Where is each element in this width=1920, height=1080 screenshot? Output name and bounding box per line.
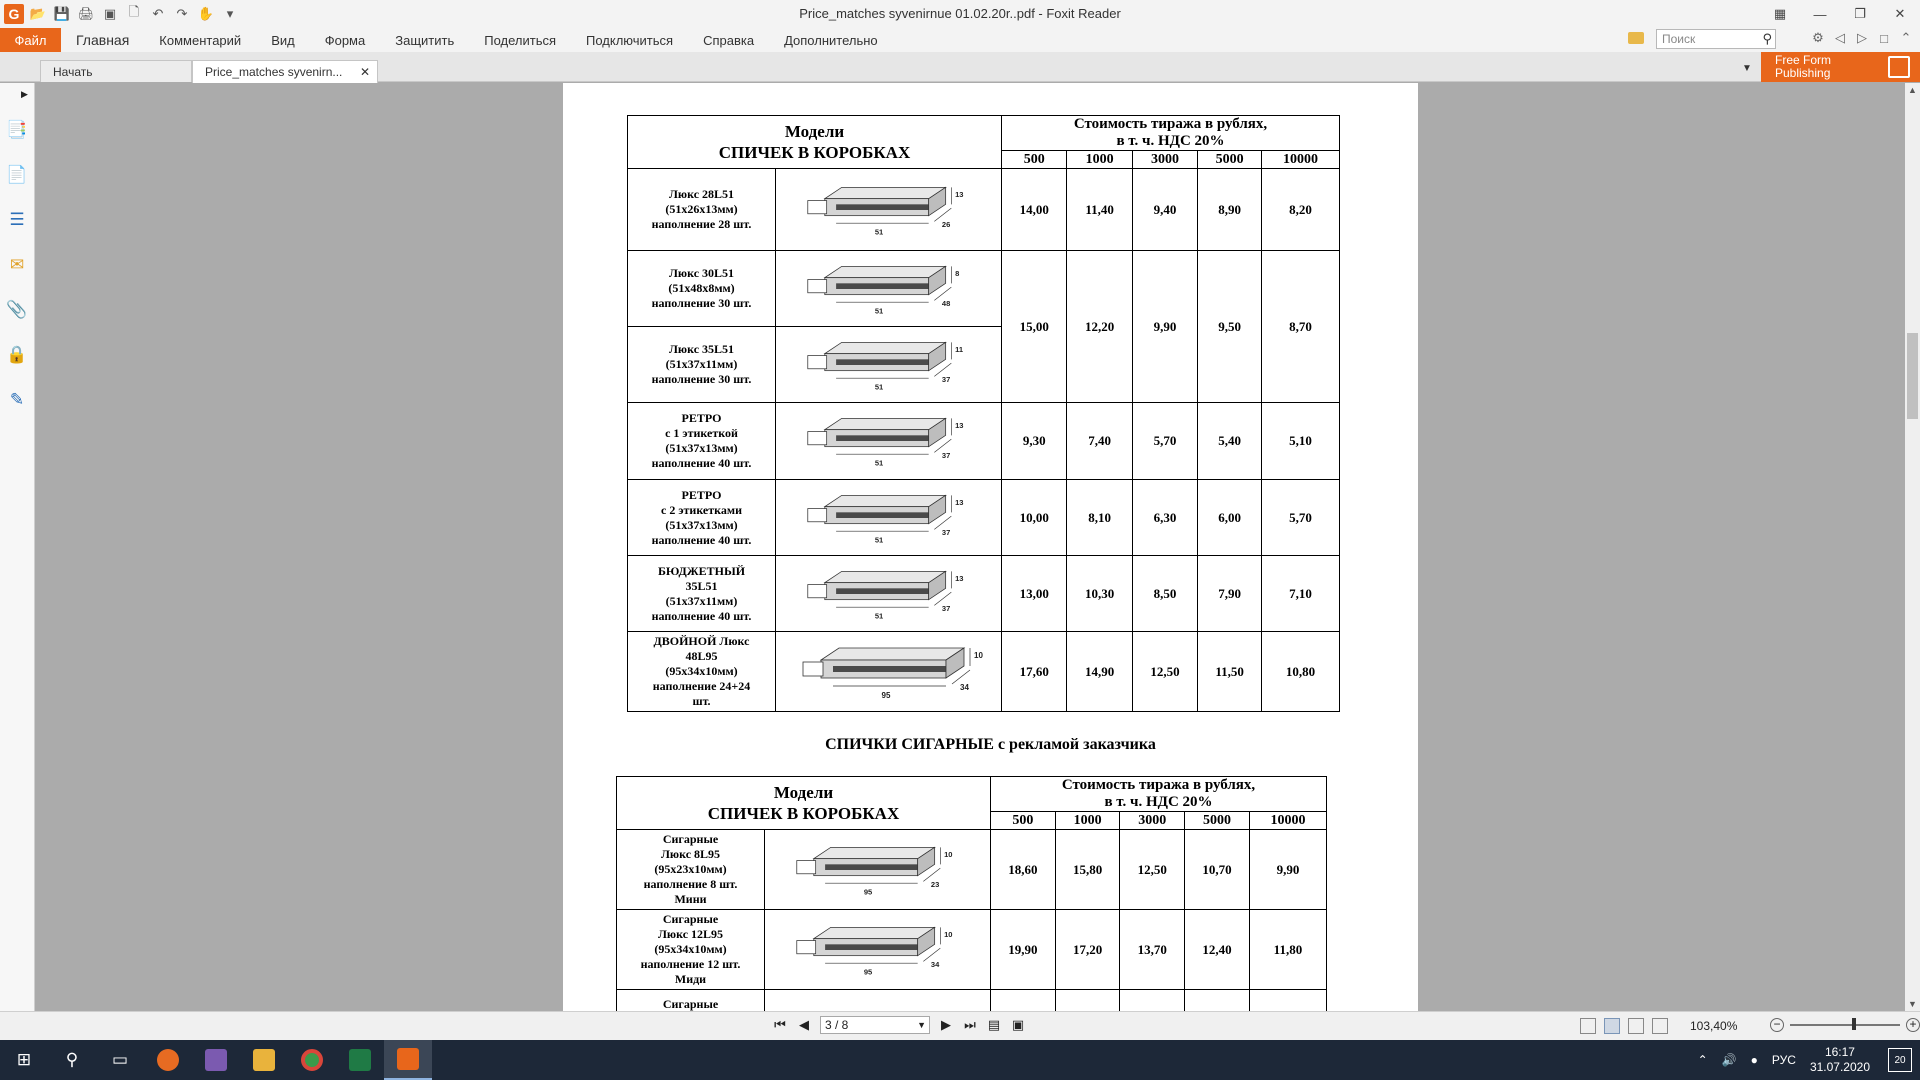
zoom-level[interactable]: 103,40%	[1690, 1019, 1738, 1033]
page-navigation	[772, 1016, 1026, 1034]
model-name-line: наполнение 12 шт.	[640, 957, 741, 971]
price-cell: 12,50	[1132, 632, 1197, 712]
menu-view[interactable]: Вид	[271, 32, 295, 48]
windows-taskbar	[0, 1040, 1920, 1080]
model-name-line: с 2 этикетками	[661, 502, 742, 517]
settings-icon[interactable]: ⚙	[1812, 30, 1824, 45]
model-name-cell	[628, 480, 776, 556]
price-cell: 6,30	[1132, 480, 1197, 556]
model-name-cell	[628, 632, 776, 712]
model-name-cell	[617, 910, 765, 990]
pdf-page	[563, 83, 1418, 1023]
tab-label: Price_matches syvenirn...	[205, 65, 343, 79]
scroll-thumb[interactable]	[1907, 333, 1918, 419]
price-cell: 8,20	[1262, 169, 1340, 251]
model-image-cell	[765, 910, 991, 990]
dimension-label: 95	[863, 967, 872, 977]
table-row	[628, 169, 1340, 251]
matchbox-diagram	[804, 564, 974, 624]
model-name-line: Люкс 28L51	[668, 187, 735, 201]
price-cell: 10,30	[1067, 556, 1132, 632]
dimension-label: 48	[941, 298, 950, 308]
dimension-label: 51	[874, 227, 883, 237]
quick-access-toolbar	[0, 0, 240, 28]
layers-icon[interactable]: ☰	[9, 210, 25, 229]
model-name-line: наполнение 8 шт.	[643, 877, 738, 891]
close-tab-icon[interactable]: ✕	[359, 65, 370, 79]
copy-page-icon[interactable]: ▣	[1011, 1017, 1025, 1032]
dimension-label: 37	[941, 374, 950, 384]
model-image-cell	[776, 556, 1002, 632]
price-cell: 12,50	[1120, 830, 1185, 910]
menu-help[interactable]: Справка	[703, 32, 755, 48]
tabs-dropdown-icon[interactable]: ▼	[1742, 63, 1752, 74]
model-name-line: (51x37x11мм)	[665, 593, 738, 608]
menu-connect[interactable]: Подключиться	[586, 32, 674, 48]
file-menu[interactable]: Файл	[0, 28, 61, 52]
model-name-line: БЮДЖЕТНЫЙ	[657, 563, 746, 578]
price-cell: 9,30	[1002, 403, 1067, 480]
matchbox-diagram	[804, 488, 974, 548]
dimension-label: 51	[874, 458, 883, 468]
dimension-label: 13	[954, 497, 964, 507]
dimension-label: 51	[874, 306, 883, 316]
model-name-line: Люкс 35L51	[668, 342, 735, 356]
dimension-label: 95	[863, 887, 872, 897]
zoom-track[interactable]	[1790, 1024, 1900, 1026]
page-indicator: 3 / 8	[825, 1018, 849, 1032]
print-icon[interactable]: 🖨	[77, 6, 95, 21]
model-image-cell	[776, 403, 1002, 480]
model-name-line: (51x48x8мм)	[668, 281, 735, 295]
title-bar	[0, 0, 1920, 28]
price-cell: 7,40	[1067, 403, 1132, 480]
model-name-line: (51x37x13мм)	[665, 441, 738, 455]
table-header-models: Модели СПИЧЕК В КОРОБКАХ	[628, 116, 1002, 169]
model-name-line: наполнение 40 шт.	[651, 456, 752, 470]
model-name-line: (51x37x11мм)	[665, 357, 738, 371]
price-cell: 17,60	[1002, 632, 1067, 712]
matchbox-diagram	[799, 642, 983, 702]
menu-protect[interactable]: Защитить	[395, 32, 455, 48]
table-row	[617, 830, 1327, 910]
model-name-line: Миди	[674, 972, 707, 986]
dimension-label: 37	[941, 603, 950, 613]
table-row	[617, 910, 1327, 990]
model-image-cell	[765, 830, 991, 910]
volume-icon[interactable]: 🔊	[1721, 1053, 1737, 1067]
pages-icon[interactable]: 📄	[6, 165, 28, 184]
dimension-label: 10	[943, 929, 953, 939]
model-name-line: Сигарные	[662, 912, 719, 926]
open-icon[interactable]: 📂	[29, 6, 47, 21]
price-cell: 15,80	[1055, 830, 1120, 910]
table-row	[628, 632, 1340, 712]
table-header-models: Модели СПИЧЕК В КОРОБКАХ	[617, 777, 991, 830]
dimension-label: 26	[941, 219, 950, 229]
table-row	[628, 480, 1340, 556]
bookmark-icon[interactable]: 📑	[6, 120, 28, 139]
view-mode-buttons	[1580, 1018, 1668, 1034]
price-cell: 7,10	[1262, 556, 1340, 632]
price-cell: 8,90	[1198, 169, 1262, 251]
navigation-panel	[0, 83, 35, 1011]
price-cell: 17,20	[1055, 910, 1120, 990]
price-cell: 10,70	[1185, 830, 1250, 910]
dimension-label: 37	[941, 527, 950, 537]
continuous-facing-view-icon[interactable]	[1652, 1018, 1668, 1034]
menu-home[interactable]: Главная	[76, 32, 130, 48]
section-title: СПИЧКИ СИГАРНЫЕ с рекламой заказчика	[825, 736, 1156, 753]
scan-icon[interactable]: ▣	[103, 6, 117, 21]
qty-header: 1000	[1067, 151, 1132, 169]
table-row	[628, 556, 1340, 632]
window-controls	[1760, 0, 1920, 28]
price-cell: 14,00	[1002, 169, 1067, 251]
foxit-reader-taskbar-icon[interactable]	[384, 1040, 432, 1080]
qty-header: 500	[991, 812, 1056, 830]
clock-time: 16:17	[1824, 1045, 1855, 1059]
qty-header: 3000	[1132, 151, 1197, 169]
matchbox-diagram	[793, 840, 963, 900]
app-logo-icon[interactable]: G	[4, 4, 24, 24]
model-image-cell	[776, 480, 1002, 556]
model-name-line: Люкс 12L95	[657, 927, 724, 941]
dimension-label: 13	[954, 420, 964, 430]
price-cell: 11,80	[1249, 910, 1326, 990]
model-name-line: с 1 этикеткой	[665, 426, 738, 440]
qty-header: 1000	[1055, 812, 1120, 830]
undo-icon[interactable]: ↶	[152, 6, 164, 21]
window-title: Price_matches syvenirnue 01.02.20r..pdf - Foxit Reader	[799, 6, 1121, 21]
account-icon[interactable]: □	[1880, 30, 1888, 46]
qty-header: 5000	[1185, 812, 1250, 830]
qty-header: 10000	[1249, 812, 1326, 830]
system-tray	[1698, 1040, 1870, 1080]
folder-icon[interactable]	[1628, 32, 1644, 44]
model-name-line: 48L95	[685, 649, 718, 663]
expand-panel-icon[interactable]: ▶	[21, 89, 28, 99]
table-header-cost: Стоимость тиража в рублях, в т. ч. НДС 20%	[1002, 116, 1340, 151]
model-name-line: (51x26x13мм)	[665, 202, 738, 216]
model-name-cell	[628, 403, 776, 480]
page-number-input[interactable]	[820, 1016, 930, 1034]
page-view-icon[interactable]: ▤	[987, 1017, 1001, 1032]
matchbox-diagram	[804, 335, 974, 395]
model-name-cell	[617, 830, 765, 910]
tray-arrow-icon[interactable]: ⌃	[1697, 1053, 1708, 1067]
model-name-line: наполнение 40 шт.	[651, 532, 752, 547]
model-name-line: наполнение 30 шт.	[651, 372, 752, 386]
model-name-cell	[628, 327, 776, 403]
model-name-cell	[628, 251, 776, 327]
form-edit-icon	[1888, 56, 1910, 78]
document-viewport[interactable]	[36, 83, 1905, 1011]
save-icon[interactable]: 💾	[53, 6, 71, 21]
viber-icon[interactable]	[192, 1040, 240, 1080]
model-name-line: 35L51	[685, 578, 718, 593]
clock-date: 31.07.2020	[1809, 1060, 1870, 1074]
zoom-slider[interactable]	[1770, 1018, 1920, 1032]
search-input[interactable]	[1656, 29, 1776, 49]
search-placeholder: Поиск	[1662, 32, 1696, 46]
last-page-icon[interactable]: ⏭	[964, 1017, 976, 1032]
promo-line2: Publishing	[1775, 66, 1831, 80]
layout-icon[interactable]: ▦	[1773, 6, 1787, 21]
price-cell: 13,00	[1002, 556, 1067, 632]
price-cell: 5,40	[1198, 403, 1262, 480]
model-name-line: наполнение 40 шт.	[651, 608, 752, 623]
continuous-view-icon[interactable]	[1604, 1018, 1620, 1034]
price-cell: 12,40	[1185, 910, 1250, 990]
scroll-down-icon[interactable]: ▼	[1908, 999, 1917, 1009]
price-cell: 11,40	[1067, 169, 1132, 251]
ribbon-right-tools	[1810, 30, 1914, 46]
firefox-icon[interactable]	[144, 1040, 192, 1080]
restore-button[interactable]: ❐	[1854, 6, 1866, 21]
clock[interactable]	[1810, 1045, 1870, 1075]
dimension-label: 51	[874, 611, 883, 621]
price-cell: 10,00	[1002, 480, 1067, 556]
price-cell: 6,00	[1198, 480, 1262, 556]
model-name-line: (95x34x10мм)	[654, 942, 727, 956]
model-name-line: Мини	[674, 892, 707, 906]
model-name-line: Люкс 8L95	[660, 847, 721, 861]
model-name-line: РЕТРО	[681, 487, 722, 502]
close-button[interactable]: ✕	[1894, 6, 1906, 21]
tab-start[interactable]	[40, 60, 192, 82]
dimension-label: 37	[941, 451, 950, 460]
menu-extra[interactable]: Дополнительно	[784, 32, 878, 48]
price-cell: 9,90	[1249, 830, 1326, 910]
zoom-in-icon[interactable]: +	[1906, 1018, 1920, 1032]
qty-header: 500	[1002, 151, 1067, 169]
model-image-cell	[776, 327, 1002, 403]
model-name-cell	[628, 556, 776, 632]
prev-icon[interactable]: ◁	[1835, 30, 1845, 45]
dimension-label: 95	[881, 690, 890, 700]
dimension-label: 51	[874, 382, 883, 392]
dimension-label: 10	[973, 650, 983, 660]
price-cell: 7,90	[1198, 556, 1262, 632]
redo-icon[interactable]: ↷	[176, 6, 188, 21]
next-icon[interactable]: ▷	[1857, 30, 1867, 45]
matchbox-diagram	[804, 259, 974, 319]
matchbox-diagram	[804, 411, 974, 471]
dimension-label: 34	[959, 682, 969, 692]
table-header-cost: Стоимость тиража в рублях, в т. ч. НДС 20%	[991, 777, 1327, 812]
facing-view-icon[interactable]	[1628, 1018, 1644, 1034]
menu-form[interactable]: Форма	[324, 32, 366, 48]
model-name-line: наполнение 24+24	[652, 679, 751, 693]
model-image-cell	[776, 632, 1002, 712]
price-cell: 8,50	[1132, 556, 1197, 632]
model-name-cell	[628, 169, 776, 251]
first-page-icon[interactable]: ⏮	[774, 1017, 786, 1032]
dimension-label: 51	[874, 535, 883, 545]
dimension-label: 23	[930, 879, 939, 889]
document-tabs	[0, 52, 1920, 82]
model-name-line: ДВОЙНОЙ Люкс	[653, 634, 750, 648]
dimension-label: 13	[954, 189, 964, 199]
qty-header: 10000	[1262, 151, 1340, 169]
customize-toolbar-icon[interactable]: ▾	[226, 6, 234, 21]
table-row	[628, 403, 1340, 480]
dimension-label: 34	[930, 959, 939, 969]
comments-icon[interactable]: ✉	[9, 255, 25, 274]
page-dropdown-icon[interactable]: ▼	[917, 1020, 926, 1030]
new-doc-icon[interactable]: 🗋	[128, 4, 140, 19]
status-bar	[0, 1011, 1920, 1040]
qty-header: 5000	[1198, 151, 1262, 169]
price-table-cigar-matches	[616, 776, 1327, 1020]
model-name-line: Сигарные	[662, 997, 719, 1011]
dimension-label: 10	[943, 849, 953, 859]
tab-label: Начать	[53, 64, 93, 79]
price-cell: 19,90	[991, 910, 1056, 990]
zoom-out-icon[interactable]: −	[1770, 1018, 1784, 1032]
zoom-knob[interactable]	[1852, 1018, 1856, 1030]
price-cell: 12,20	[1067, 251, 1132, 403]
prev-page-icon[interactable]: ◀	[799, 1017, 809, 1032]
price-cell: 9,50	[1198, 251, 1262, 403]
model-name-line: РЕТРО	[681, 411, 722, 425]
language-indicator[interactable]: РУС	[1771, 1053, 1796, 1067]
hand-tool-icon[interactable]: ✋	[197, 6, 215, 21]
menu-share[interactable]: Поделиться	[484, 32, 557, 48]
price-cell: 5,70	[1262, 480, 1340, 556]
model-name-line: (95x34x10мм)	[665, 664, 738, 678]
price-cell: 15,00	[1002, 251, 1067, 403]
price-cell: 13,70	[1120, 910, 1185, 990]
price-cell: 14,90	[1067, 632, 1132, 712]
promo-line1: Free Form	[1775, 53, 1832, 67]
price-cell: 8,70	[1262, 251, 1340, 403]
tab-document[interactable]	[192, 60, 378, 83]
model-name-line: Сигарные	[662, 832, 719, 846]
windows-start-icon[interactable]: ⊞	[16, 1050, 32, 1069]
search-taskbar-icon[interactable]: ⚲	[65, 1050, 79, 1069]
dimension-label: 11	[954, 344, 963, 354]
model-name-line: (95x23x10мм)	[654, 862, 727, 876]
matchbox-diagram	[793, 920, 963, 980]
price-table-matchboxes	[627, 115, 1340, 712]
price-cell: 11,50	[1198, 632, 1262, 712]
model-name-line: наполнение 28 шт.	[651, 217, 752, 231]
qty-header: 3000	[1120, 812, 1185, 830]
excel-icon[interactable]	[336, 1040, 384, 1080]
price-cell: 9,90	[1132, 251, 1197, 403]
price-cell: 9,40	[1132, 169, 1197, 251]
model-image-cell	[776, 169, 1002, 251]
collapse-icon[interactable]: ⌃	[1900, 30, 1912, 45]
price-cell: 10,80	[1262, 632, 1340, 712]
chrome-icon[interactable]	[288, 1040, 336, 1080]
task-view-icon[interactable]: ▭	[111, 1050, 129, 1069]
model-name-line: шт.	[692, 694, 711, 708]
table-row	[628, 251, 1340, 327]
notifications-icon[interactable]: 20	[1888, 1048, 1912, 1072]
matchbox-diagram	[804, 180, 974, 240]
free-form-publishing-button[interactable]	[1761, 52, 1920, 82]
network-icon[interactable]: ●	[1750, 1053, 1758, 1067]
dimension-label: 8	[954, 268, 959, 278]
single-page-view-icon[interactable]	[1580, 1018, 1596, 1034]
file-explorer-icon[interactable]	[240, 1040, 288, 1080]
price-cell: 18,60	[991, 830, 1056, 910]
attachments-icon[interactable]: 📎	[6, 300, 28, 319]
menu-comment[interactable]: Комментарий	[159, 32, 242, 48]
model-name-line: наполнение 30 шт.	[651, 296, 752, 310]
vertical-scrollbar[interactable]	[1905, 83, 1920, 1011]
scroll-up-icon[interactable]: ▲	[1908, 85, 1917, 95]
price-cell: 5,70	[1132, 403, 1197, 480]
signature-icon[interactable]: ✎	[9, 390, 25, 409]
search-icon[interactable]: ⚲	[1762, 31, 1772, 46]
model-image-cell	[776, 251, 1002, 327]
security-icon[interactable]: 🔒	[6, 345, 28, 364]
next-page-icon[interactable]: ▶	[941, 1017, 951, 1032]
minimize-button[interactable]: —	[1813, 6, 1827, 22]
model-name-line: Люкс 30L51	[668, 266, 735, 280]
model-name-line: (51x37x13мм)	[665, 517, 738, 532]
price-cell: 5,10	[1262, 403, 1340, 480]
price-cell: 8,10	[1067, 480, 1132, 556]
dimension-label: 13	[954, 573, 964, 583]
